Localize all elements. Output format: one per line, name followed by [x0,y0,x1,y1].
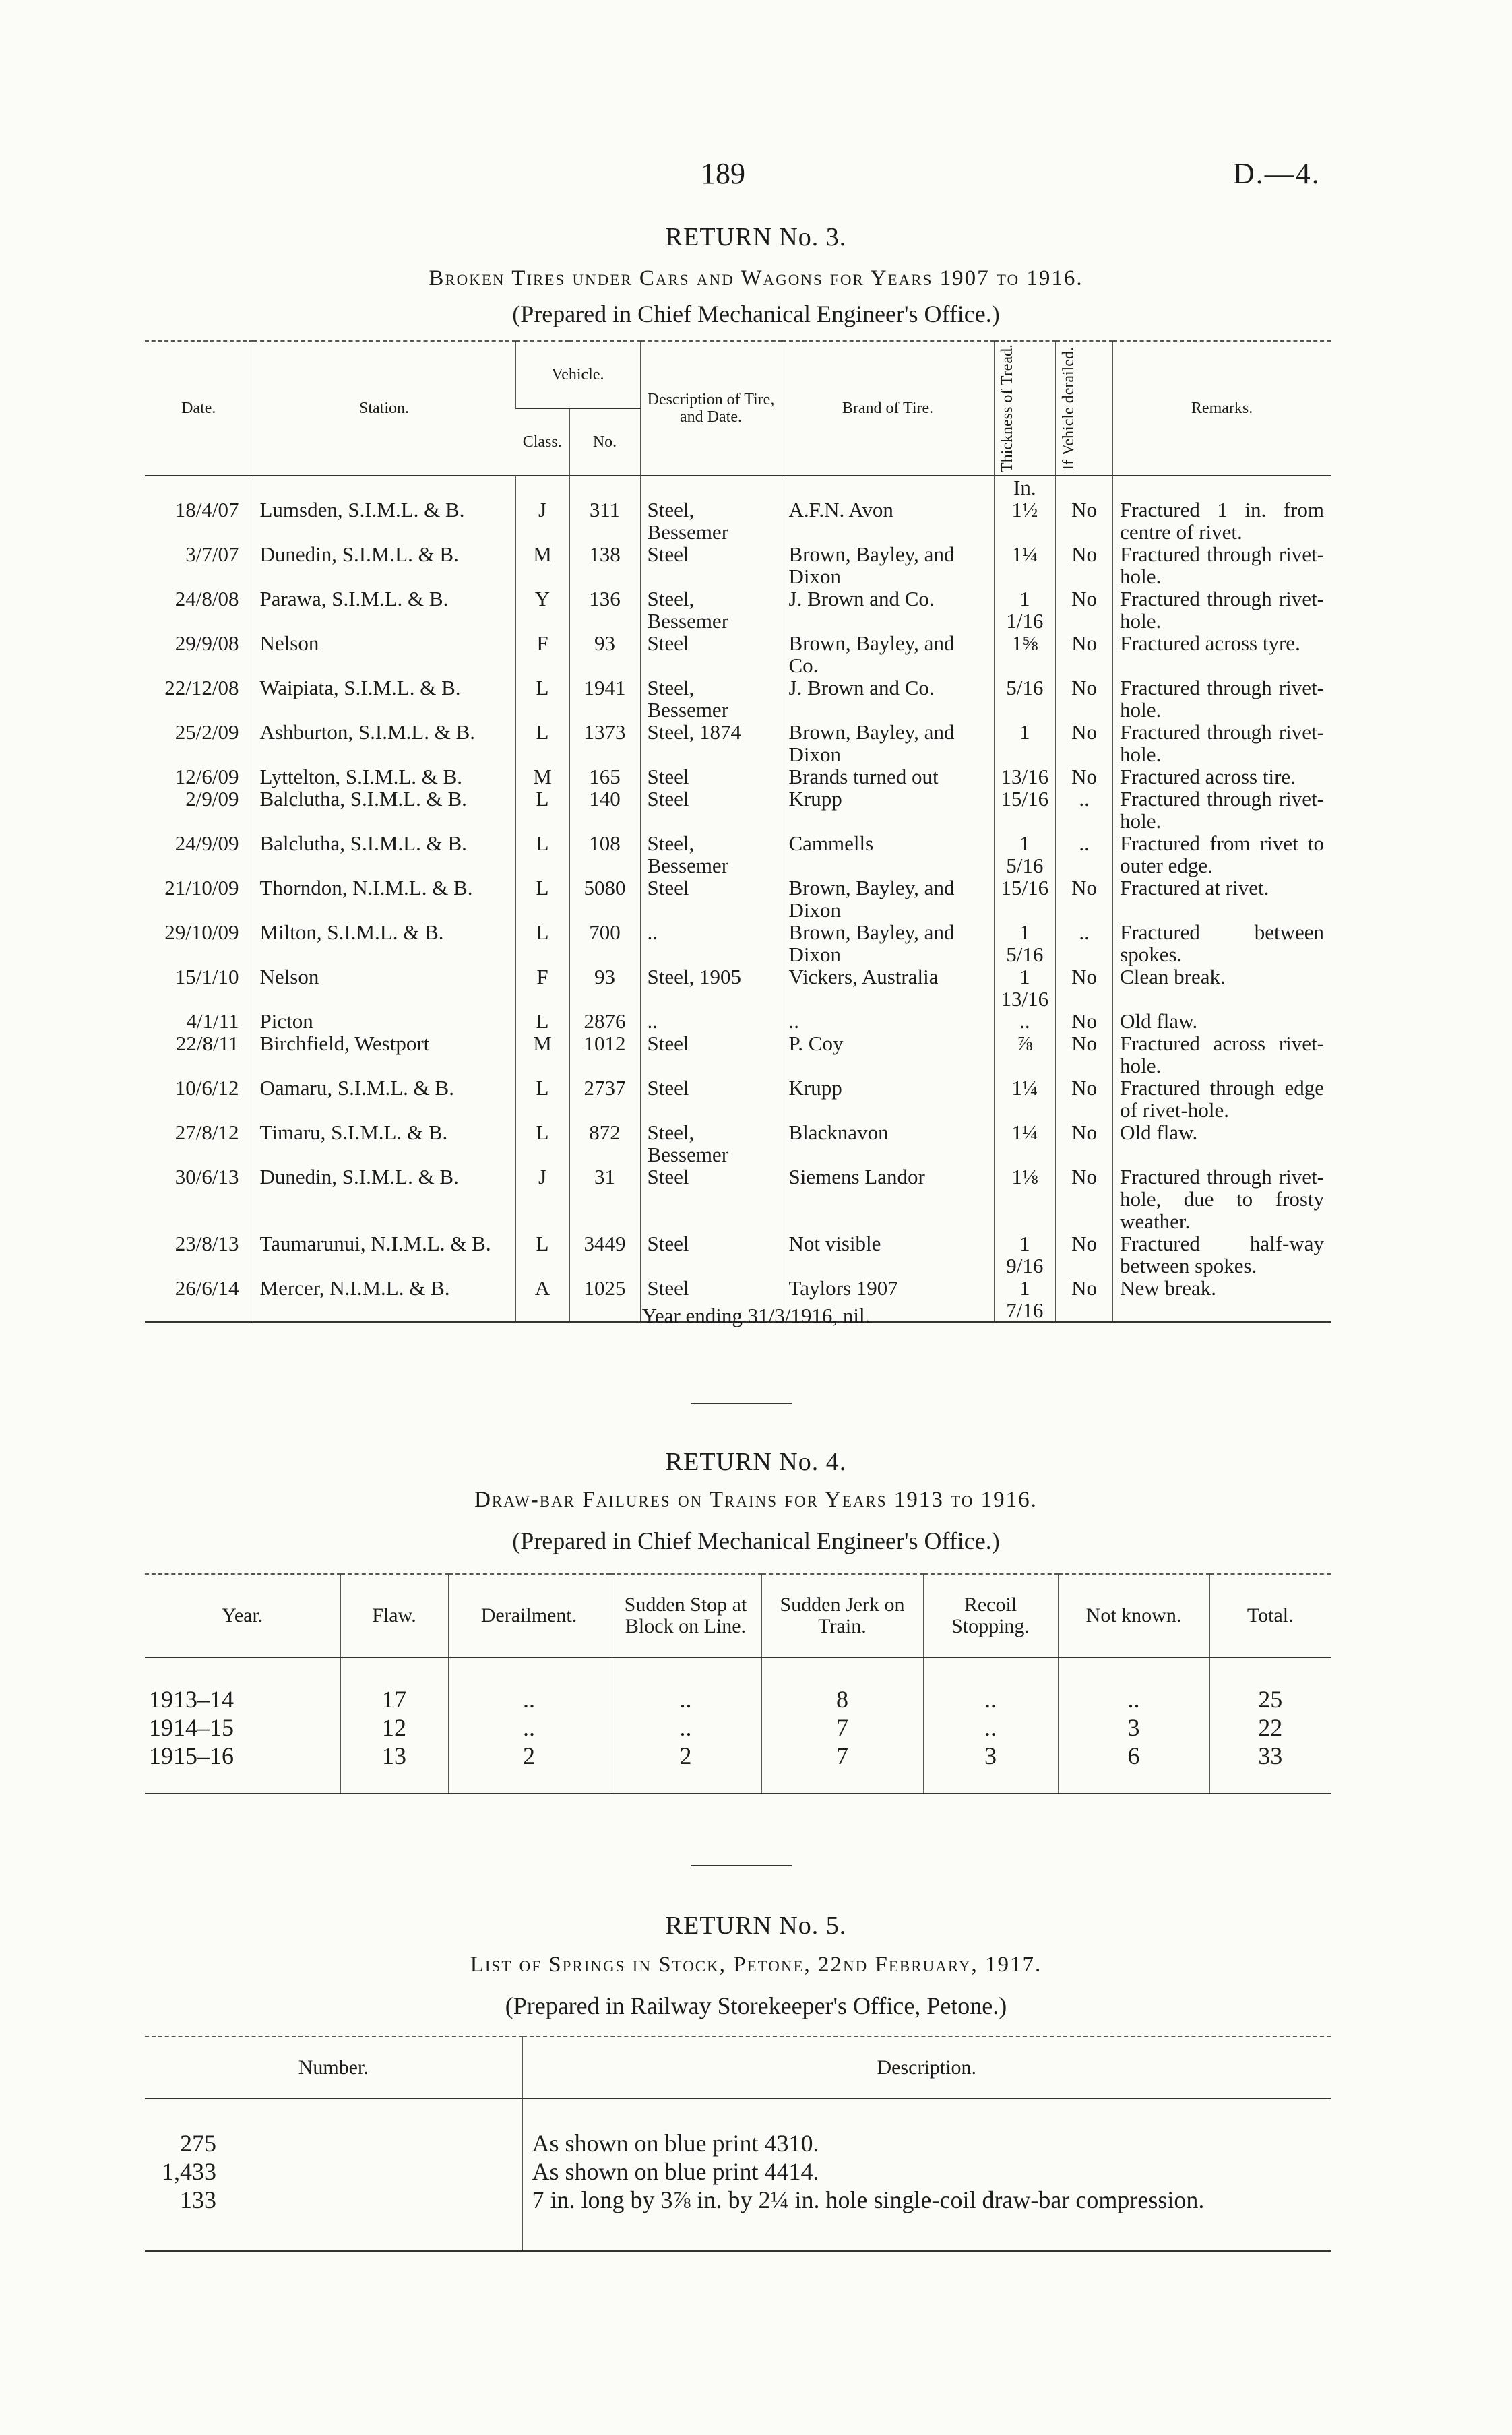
broken-tires-table [145,340,1331,1323]
row-brand: A.F.N. Avon [782,499,994,543]
col-header: Flaw. [340,1574,448,1657]
row-description: Steel, 1905 [640,966,782,1010]
spacer-cell [340,1657,448,1685]
row-number: 93 [569,632,640,676]
table-cell: 7 [761,1742,923,1770]
return3-footnote: Year ending 31/3/1916, nil. [641,1304,871,1327]
row-remarks: Fractured from rivet to outer edge. [1113,832,1331,877]
row-description: Steel [640,877,782,921]
row-thickness: 13/16 [994,765,1056,788]
row-number: 700 [569,921,640,966]
row-class: L [515,1232,569,1277]
row-remarks: Fractured through rivet-hole. [1113,788,1331,832]
row-remarks: Fractured through edge of rivet-hole. [1113,1077,1331,1121]
row-brand: Brown, Bayley, and Dixon [782,543,994,588]
row-derailed: .. [1056,921,1113,966]
row-thickness: 5/16 [994,676,1056,721]
row-class: L [515,1077,569,1121]
row-class: L [515,877,569,921]
table-cell: 2 [610,1742,761,1770]
row-description: Steel, Bessemer [640,832,782,877]
row-class: F [515,966,569,1010]
spacer-cell [448,1657,610,1685]
row-remarks: Fractured through rivet-hole. [1113,721,1331,765]
table-cell: 1913–14 [149,1686,234,1713]
row-brand: Krupp [782,788,994,832]
table-cell: 17 [340,1685,448,1713]
row-date: 25/2/09 [175,720,239,744]
row-description: Steel, Bessemer [640,588,782,632]
row-station: Parawa, S.I.M.L. & B. [253,588,515,632]
col-header: Total. [1209,1574,1331,1657]
return3-title: RETURN No. 3. [665,223,847,251]
broken-tires-body [145,476,1331,1322]
spacer-cell [522,2099,1331,2129]
row-description: 7 in. long by 3⅞ in. by 2¼ in. hole single-coil draw-bar compression. [522,2186,1331,2214]
row-station: Picton [253,1010,515,1032]
divider [691,1403,792,1404]
row-derailed: No [1056,966,1113,1010]
row-thickness: 1 9/16 [994,1232,1056,1277]
table-row [145,2129,1331,2157]
row-derailed: No [1056,765,1113,788]
col-brand: Brand of Tire. [782,341,994,476]
table-row [145,543,1331,588]
row-description: Steel, Bessemer [640,499,782,543]
row-description: Steel [640,1232,782,1277]
row-class: L [515,832,569,877]
row-brand: Taylors 1907 [782,1277,994,1322]
row-remarks: Fractured at rivet. [1113,877,1331,921]
row-derailed: No [1056,1077,1113,1121]
row-description: .. [640,921,782,966]
row-station: Waipiata, S.I.M.L. & B. [253,676,515,721]
row-station: Lyttelton, S.I.M.L. & B. [253,765,515,788]
row-remarks: Fractured between spokes. [1113,921,1331,966]
row-thickness: 1¼ [994,1077,1056,1121]
row-class: J [515,1166,569,1232]
spacer-cell [340,1770,448,1794]
row-station: Mercer, N.I.M.L. & B. [253,1277,515,1322]
row-remarks: Clean break. [1113,966,1331,1010]
row-brand: Cammells [782,832,994,877]
row-thickness: 15/16 [994,877,1056,921]
table-row [145,1166,1331,1232]
table-row [145,499,1331,543]
row-remarks: Fractured across rivet-hole. [1113,1032,1331,1077]
table-row [145,1121,1331,1166]
row-station: Taumarunui, N.I.M.L. & B. [253,1232,515,1277]
row-remarks: Fractured across tyre. [1113,632,1331,676]
row-date: 30/6/13 [175,1164,239,1189]
row-station: Milton, S.I.M.L. & B. [253,921,515,966]
row-date: 2/9/09 [185,786,239,811]
row-date: 12/6/09 [175,764,239,788]
row-station: Ashburton, S.I.M.L. & B. [253,721,515,765]
row-date: 29/9/08 [175,631,239,655]
row-number: 5080 [569,877,640,921]
row-description: Steel [640,1166,782,1232]
col-description: Description. [522,2037,1331,2099]
row-number: 93 [569,966,640,1010]
row-remarks: Fractured through rivet-hole, due to frosty weather. [1113,1166,1331,1232]
row-class: L [515,721,569,765]
document-code: D.—4. [1233,157,1321,190]
row-derailed: No [1056,632,1113,676]
col-date: Date. [145,341,253,476]
table-row [145,921,1331,966]
row-station: Thorndon, N.I.M.L. & B. [253,877,515,921]
row-number: 1373 [569,721,640,765]
spacer-cell [1209,1770,1331,1794]
row-description: Steel [640,1077,782,1121]
row-date: 21/10/09 [164,875,239,899]
return5-subtitle: List of Springs in Stock, Petone, 22nd February, 1917. [470,1953,1042,1977]
spacer-cell [448,1770,610,1794]
table-row [145,832,1331,877]
row-class: L [515,1010,569,1032]
table-row [145,1232,1331,1277]
row-class: L [515,921,569,966]
row-station: Nelson [253,966,515,1010]
row-number: 872 [569,1121,640,1166]
table-cell: 3 [923,1742,1058,1770]
number-wrap [149,2186,518,2214]
spacer-cell [522,2214,1331,2251]
row-date: 26/6/14 [145,1277,253,1322]
row-number: 3449 [569,1232,640,1277]
row-remarks: Old flaw. [1113,1121,1331,1166]
row-date: 3/7/07 [185,542,239,566]
table-cell: 25 [1209,1685,1331,1713]
table-row [145,788,1331,832]
table-cell: 1915–16 [149,1742,234,1769]
table-cell: 13 [340,1742,448,1770]
spacer-row [145,2099,1331,2129]
row-description: Steel [640,1277,782,1322]
table-cell: 7 [761,1713,923,1742]
table-row [145,721,1331,765]
row-station: Balclutha, S.I.M.L. & B. [253,832,515,877]
row-description: .. [640,1010,782,1032]
return5-prepared: (Prepared in Railway Storekeeper's Office, Petone.) [505,1992,1007,2019]
number-wrap [149,2157,518,2186]
row-derailed: No [1056,1232,1113,1277]
row-thickness: 1 7/16 [994,1277,1056,1322]
row-remarks: Fractured half-way between spokes. [1113,1232,1331,1277]
row-number: 31 [569,1166,640,1232]
spacer-row [145,1657,1331,1685]
unit-label: In. [994,476,1056,499]
row-station: Birchfield, Westport [253,1032,515,1077]
row-derailed: No [1056,1032,1113,1077]
row-number: 136 [569,588,640,632]
table-row [145,588,1331,632]
stock-number: 275 [180,2130,216,2157]
row-description: Steel, Bessemer [640,676,782,721]
row-description: Steel [640,765,782,788]
row-brand: Krupp [782,1077,994,1121]
row-brand: J. Brown and Co. [782,588,994,632]
row-station: Nelson [253,632,515,676]
row-derailed: No [1056,721,1113,765]
row-thickness: 1¼ [994,1121,1056,1166]
stock-number: 1,433 [162,2158,216,2185]
row-class: J [515,499,569,543]
row-station: Lumsden, S.I.M.L. & B. [253,499,515,543]
row-brand: Siemens Landor [782,1166,994,1232]
table-cell: .. [610,1685,761,1713]
spacer-cell [1058,1657,1209,1685]
row-number: 1941 [569,676,640,721]
row-brand: .. [782,1010,994,1032]
table-row [145,2157,1331,2186]
row-remarks: Fractured across tire. [1113,765,1331,788]
row-date: 18/4/07 [175,497,239,521]
row-class: L [515,788,569,832]
table-cell: 2 [448,1742,610,1770]
row-thickness: 1 5/16 [994,832,1056,877]
row-remarks: New break. [1113,1277,1331,1322]
spacer-cell [761,1770,923,1794]
table-row [145,966,1331,1010]
row-date: 15/1/10 [175,964,239,988]
drawbar-failures-table [145,1573,1331,1794]
table-cell: 33 [1209,1742,1331,1770]
col-number: Number. [145,2037,522,2099]
col-header: Recoil Stopping. [923,1574,1058,1657]
col-class: Class. [515,408,569,476]
table-row [145,765,1331,788]
row-brand: Brown, Bayley, and Dixon [782,721,994,765]
col-remarks: Remarks. [1113,341,1331,476]
row-description: Steel, Bessemer [640,1121,782,1166]
table-cell: .. [610,1713,761,1742]
row-date: 10/6/12 [175,1075,239,1100]
row-description: As shown on blue print 4414. [522,2157,1331,2186]
row-class: L [515,1121,569,1166]
row-date: 22/8/11 [175,1031,239,1055]
row-derailed: No [1056,588,1113,632]
row-description: Steel, 1874 [640,721,782,765]
col-vehicle: Vehicle. [515,341,640,408]
row-number: 2737 [569,1077,640,1121]
return5-title: RETURN No. 5. [665,1911,847,1940]
col-derailed: If Vehicle derailed. [1056,341,1113,476]
return4-title: RETURN No. 4. [665,1448,847,1476]
row-number: 165 [569,765,640,788]
number-wrap [149,2129,518,2157]
spacer-cell [145,2214,522,2251]
row-brand: P. Coy [782,1032,994,1077]
row-thickness: 1 13/16 [994,966,1056,1010]
row-derailed: No [1056,499,1113,543]
return4-subtitle: Draw-bar Failures on Trains for Years 1913 to 1916. [474,1488,1038,1512]
col-header: Not known. [1058,1574,1209,1657]
spacer-cell [145,2099,522,2129]
spacer-cell [1058,1770,1209,1794]
row-number: 311 [569,499,640,543]
row-derailed: .. [1056,832,1113,877]
table-cell: 6 [1058,1742,1209,1770]
spacer-cell [145,1770,340,1794]
col-header: Derailment. [448,1574,610,1657]
table-cell: 8 [761,1685,923,1713]
row-thickness: 1 5/16 [994,921,1056,966]
page-number: 189 [701,157,745,190]
spacer-cell [923,1657,1058,1685]
row-date: 24/9/09 [175,831,239,855]
row-derailed: No [1056,1010,1113,1032]
row-brand: Blacknavon [782,1121,994,1166]
row-derailed: .. [1056,788,1113,832]
col-station: Station. [253,341,515,476]
table-row [145,877,1331,921]
table-row [145,1010,1331,1032]
row-brand: Brands turned out [782,765,994,788]
row-station: Timaru, S.I.M.L. & B. [253,1121,515,1166]
row-remarks: Fractured through rivet-hole. [1113,543,1331,588]
table-cell: 3 [1058,1713,1209,1742]
row-thickness: 1¼ [994,543,1056,588]
row-description: Steel [640,632,782,676]
row-number: 138 [569,543,640,588]
row-station: Oamaru, S.I.M.L. & B. [253,1077,515,1121]
row-class: M [515,1032,569,1077]
table-cell: .. [1058,1685,1209,1713]
row-thickness: 15/16 [994,788,1056,832]
row-remarks: Fractured through rivet-hole. [1113,588,1331,632]
spacer-row [145,2214,1331,2251]
row-thickness: 1⅝ [994,632,1056,676]
row-date: 22/12/08 [164,675,239,699]
row-thickness: .. [994,1010,1056,1032]
table-cell: .. [923,1685,1058,1713]
row-class: M [515,543,569,588]
row-brand: Brown, Bayley, and Co. [782,632,994,676]
col-no: No. [569,408,640,476]
springs-stock-table [145,2036,1331,2252]
row-derailed: No [1056,676,1113,721]
row-station: Dunedin, S.I.M.L. & B. [253,1166,515,1232]
spacer-cell [145,1657,340,1685]
col-thickness: Thickness of Tread. [994,341,1056,476]
row-thickness: 1⅛ [994,1166,1056,1232]
row-brand: Brown, Bayley, and Dixon [782,921,994,966]
table-row [145,632,1331,676]
row-class: Y [515,588,569,632]
row-remarks: Old flaw. [1113,1010,1331,1032]
table-row [145,1077,1331,1121]
row-number: 2876 [569,1010,640,1032]
table-row [145,676,1331,721]
row-date: 29/10/09 [164,920,239,944]
row-brand: Vickers, Australia [782,966,994,1010]
row-class: L [515,676,569,721]
row-number: 108 [569,832,640,877]
spacer-cell [923,1770,1058,1794]
spacer-cell [610,1657,761,1685]
table-cell: .. [448,1685,610,1713]
col-header: Sudden Jerk on Train. [761,1574,923,1657]
row-remarks: Fractured through rivet-hole. [1113,676,1331,721]
row-thickness: 1 1/16 [994,588,1056,632]
row-number [145,2157,522,2186]
row-number: 1025 [569,1277,640,1322]
row-class: A [515,1277,569,1322]
row-thickness: ⅞ [994,1032,1056,1077]
row-description: As shown on blue print 4310. [522,2129,1331,2157]
row-derailed: No [1056,1277,1113,1322]
spacer-cell [610,1770,761,1794]
table-cell: .. [923,1713,1058,1742]
row-station: Dunedin, S.I.M.L. & B. [253,543,515,588]
table-row [145,2186,1331,2214]
row-station: Balclutha, S.I.M.L. & B. [253,788,515,832]
return4-prepared: (Prepared in Chief Mechanical Engineer's Office.) [512,1527,1000,1554]
row-derailed: No [1056,1121,1113,1166]
row-description: Steel [640,788,782,832]
row-date: 4/1/11 [186,1009,239,1033]
col-header: Year. [145,1574,340,1657]
row-description: Steel [640,1032,782,1077]
row-derailed: No [1056,877,1113,921]
table-row [145,1742,1331,1770]
table-cell: 22 [1209,1713,1331,1742]
row-brand: Not visible [782,1232,994,1277]
divider [691,1865,792,1866]
row-derailed: No [1056,543,1113,588]
row-date: 23/8/13 [175,1231,239,1255]
row-thickness: 1 [994,721,1056,765]
spacer-cell [1209,1657,1331,1685]
table-row [145,1713,1331,1742]
row-number [145,2186,522,2214]
table-cell: .. [448,1713,610,1742]
row-class: M [515,765,569,788]
row-brand: Brown, Bayley, and Dixon [782,877,994,921]
row-thickness: 1½ [994,499,1056,543]
table-row [145,1685,1331,1713]
table-cell: 1914–15 [149,1714,234,1741]
table-row [145,1032,1331,1077]
row-number: 1012 [569,1032,640,1077]
table-cell: 12 [340,1713,448,1742]
row-derailed: No [1056,1166,1113,1232]
row-number: 140 [569,788,640,832]
stock-number: 133 [180,2186,216,2213]
row-class: F [515,632,569,676]
return3-subtitle: Broken Tires under Cars and Wagons for Years 1907 to 1916. [429,266,1083,290]
row-number [145,2129,522,2157]
col-description: Description of Tire, and Date. [640,341,782,476]
spacer-cell [761,1657,923,1685]
col-header: Sudden Stop at Block on Line. [610,1574,761,1657]
row-description: Steel [640,543,782,588]
spacer-row [145,1770,1331,1794]
row-remarks: Fractured 1 in. from centre of rivet. [1113,499,1331,543]
row-date: 27/8/12 [175,1120,239,1144]
row-date: 24/8/08 [175,586,239,610]
return3-prepared: (Prepared in Chief Mechanical Engineer's Office.) [512,301,1000,327]
row-brand: J. Brown and Co. [782,676,994,721]
